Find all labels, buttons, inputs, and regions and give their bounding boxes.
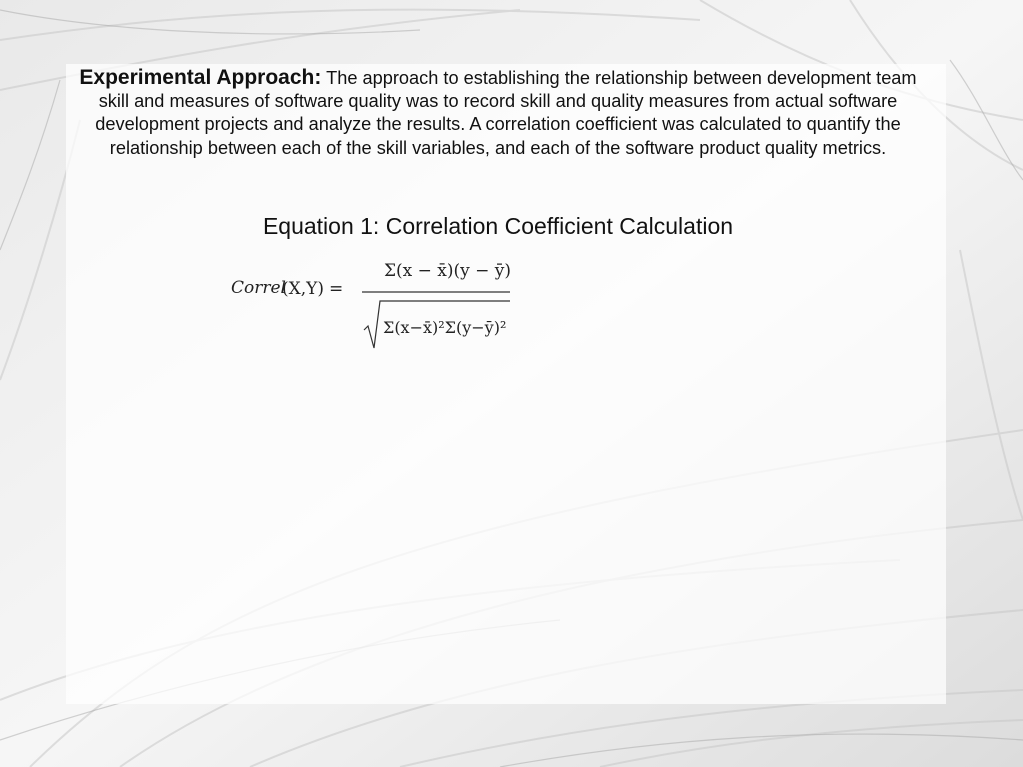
- correlation-equation: [228, 252, 518, 352]
- equation-lhs-name: Correl: [231, 278, 286, 298]
- equation-caption: Equation 1: Correlation Coefficient Calculation: [262, 213, 734, 239]
- equation-equals: =: [329, 279, 344, 299]
- content-panel: [66, 64, 946, 704]
- equation-denominator: Σ(x−x̄)²Σ(y−ȳ)²: [383, 318, 507, 337]
- equation-lhs-args: (X,Y): [282, 279, 324, 299]
- intro-paragraph: [66, 66, 930, 160]
- equation-numerator: Σ(x − x̄)(y − ȳ): [384, 261, 512, 281]
- section-heading: Experimental Approach:: [79, 66, 322, 89]
- body-text: The approach to establishing the relationship between development team skill and measures of software quality was to record skill and quality measures from actual software development projects and analyze the results. A correlation coefficient was calculated to quantify the relationship between each of the skill variables, and each of the software product quality metrics.: [95, 68, 917, 158]
